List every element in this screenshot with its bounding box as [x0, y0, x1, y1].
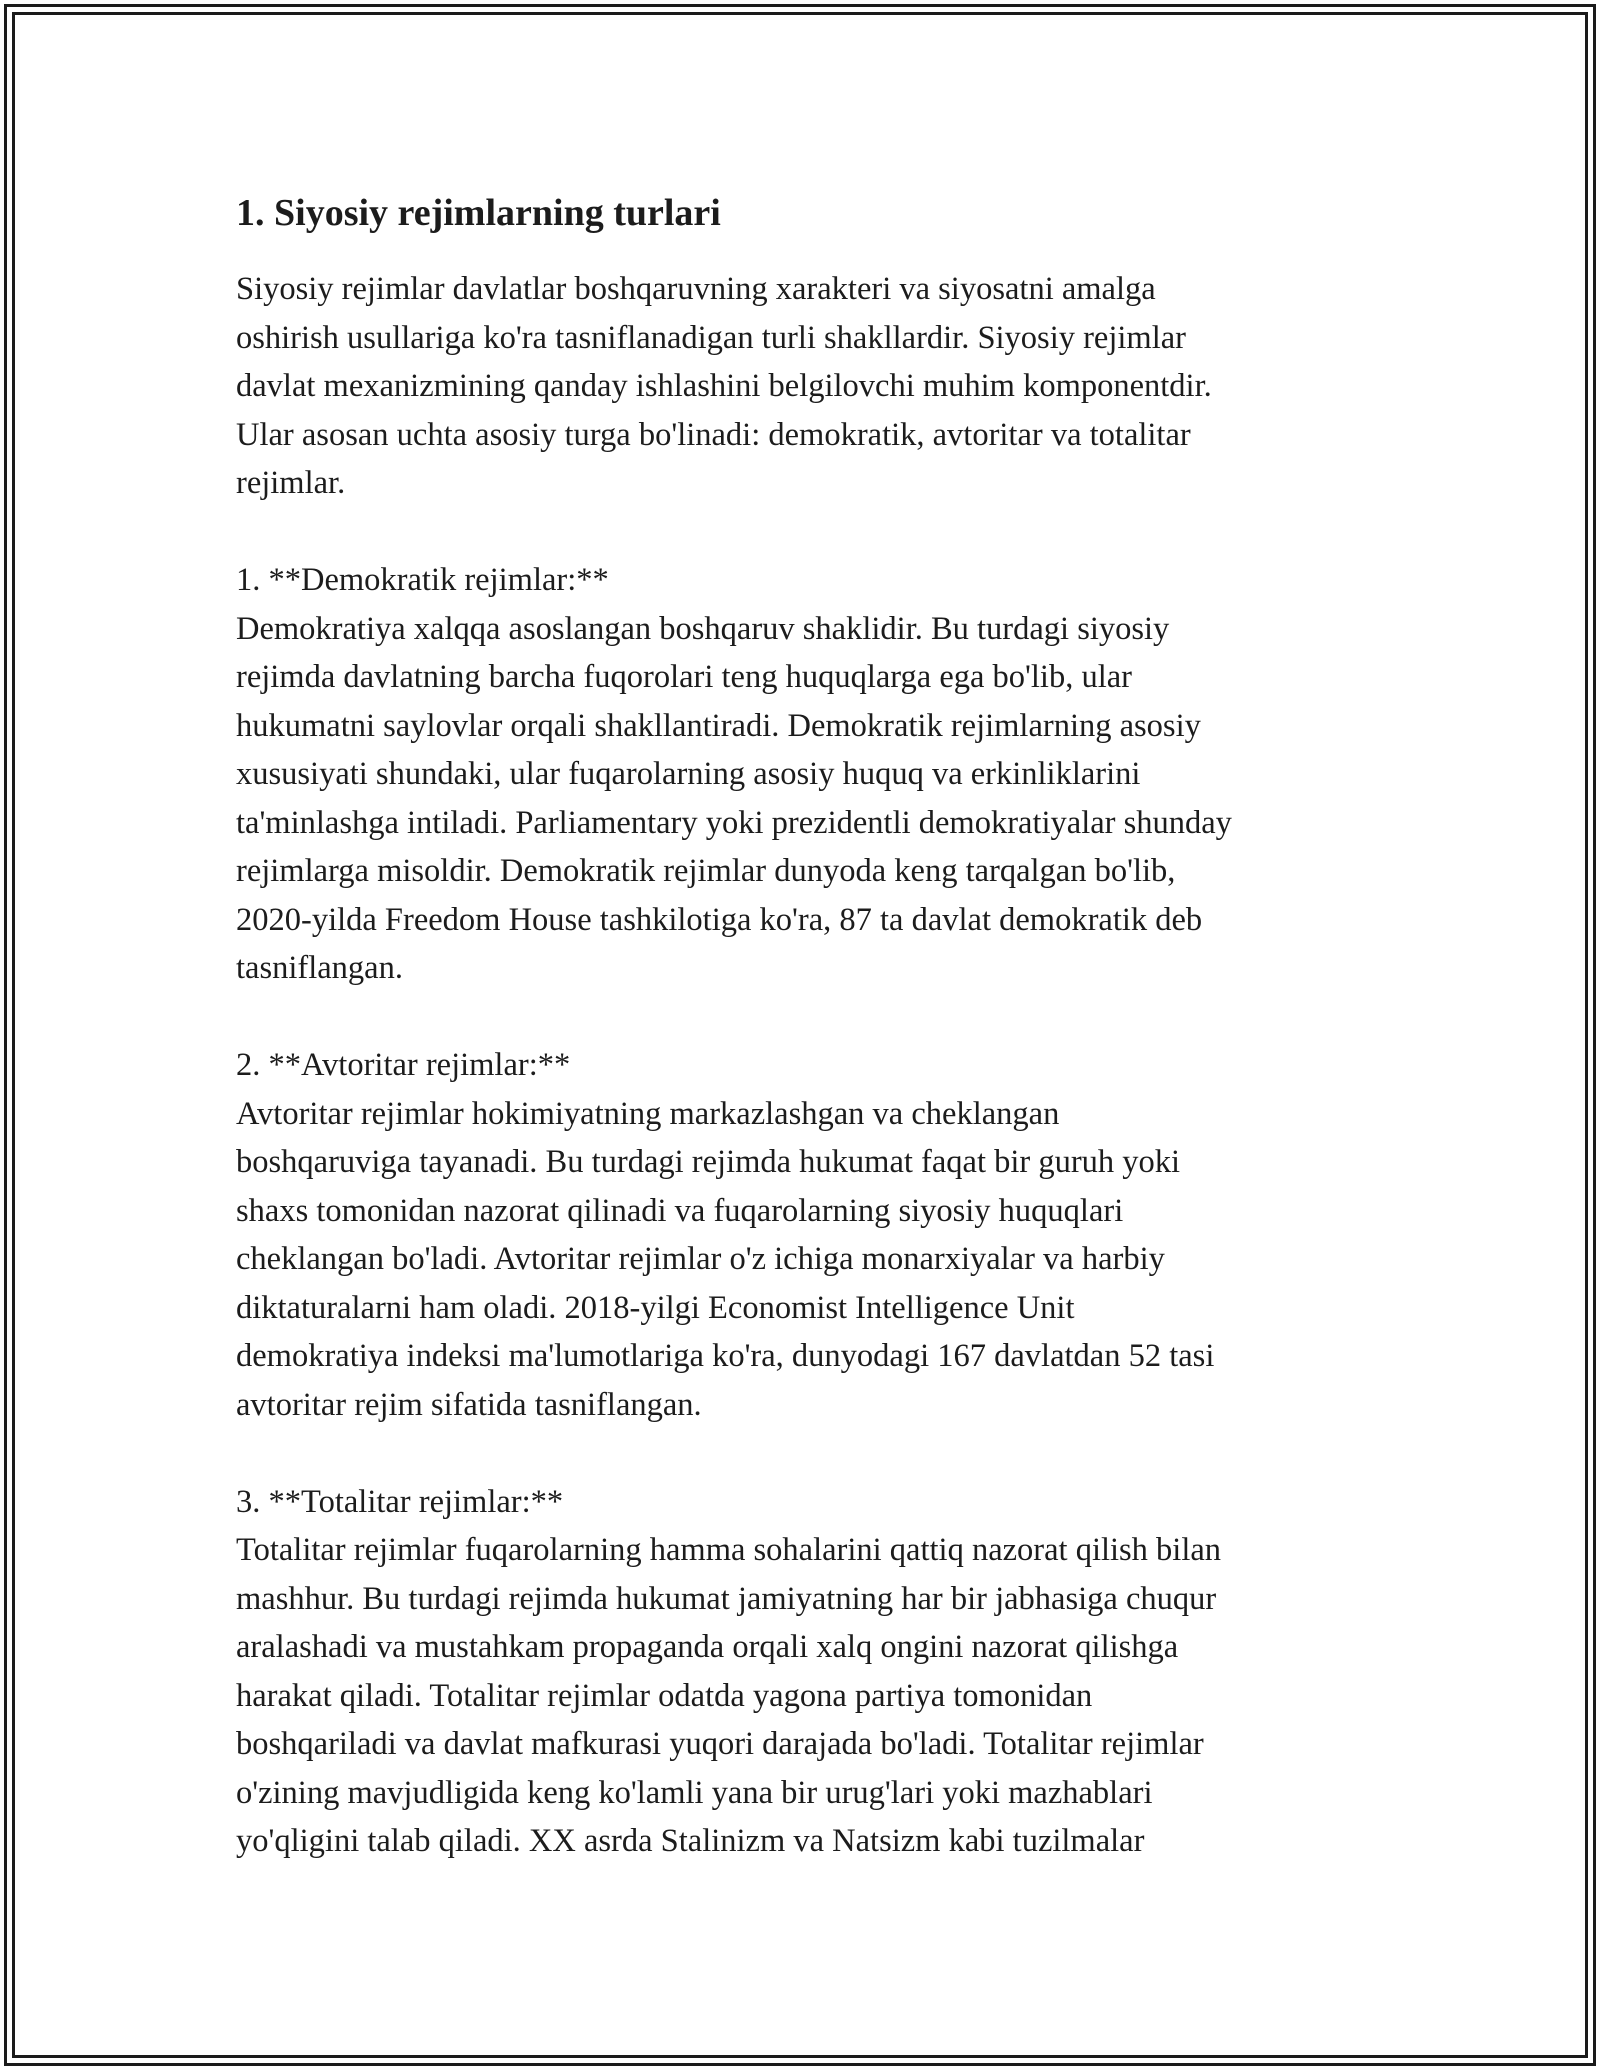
section-line: harakat qiladi. Totalitar rejimlar odatda yagona partiya tomonidan [236, 1677, 1093, 1714]
section-line: tasniflangan. [236, 950, 403, 986]
paragraph-spacer [236, 993, 1396, 1042]
paragraph-spacer [236, 508, 1396, 557]
intro-line: oshirish usullariga ko'ra tasniflanadigan turli shakllardir. Siyosiy rejimlar [236, 319, 1186, 356]
section-line: hukumatni saylovlar orqali shakllantiradi. Demokratik rejimlarning asosiy [236, 707, 1201, 744]
section-totalitarian [236, 1478, 1396, 1866]
section-line: mashhur. Bu turdagi rejimda hukumat jamiyatning har bir jabhasiga chuqur [236, 1580, 1217, 1617]
section-heading: 2. **Avtoritar rejimlar:** [236, 1047, 571, 1083]
section-line: rejimlarga misoldir. Demokratik rejimlar dunyoda keng tarqalgan bo'lib, [236, 853, 1176, 889]
section-heading: 3. **Totalitar rejimlar:** [236, 1483, 564, 1520]
section-line: xususiyati shundaki, ular fuqarolarning asosiy huquq va erkinliklarini [236, 756, 1141, 792]
section-line: avtoritar rejim sifatida tasniflangan. [236, 1386, 702, 1423]
section-line: yo'qligini talab qiladi. XX asrda Stalinizm va Natsizm kabi tuzilmalar [236, 1823, 1145, 1859]
section-line: demokratiya indeksi ma'lumotlariga ko'ra, dunyodagi 167 davlatdan 52 tasi [236, 1338, 1215, 1374]
section-line: ta'minlashga intiladi. Parliamentary yoki prezidentli demokratiyalar shunday [236, 804, 1232, 841]
intro-paragraph [236, 265, 1396, 508]
section-line: Avtoritar rejimlar hokimiyatning markazlashgan va cheklangan [236, 1095, 1060, 1132]
paragraph-spacer [236, 1429, 1396, 1478]
section-heading: 1. **Demokratik rejimlar:** [236, 562, 609, 598]
section-paragraph [236, 605, 1396, 993]
section-line: rejimda davlatning barcha fuqorolari teng huquqlarga ega bo'lib, ular [236, 659, 1132, 695]
section-line: boshqaruviga tayanadi. Bu turdagi rejimda hukumat faqat bir guruh yoki [236, 1144, 1181, 1180]
section-democratic [236, 556, 1396, 993]
document-body [236, 185, 1396, 1866]
page-title: 1. Siyosiy rejimlarning turlari [236, 192, 721, 234]
section-paragraph [236, 1526, 1396, 1866]
section-line: o'zining mavjudligida keng ko'lamli yana bir urug'lari yoki mazhablari [236, 1774, 1153, 1811]
section-paragraph [236, 1090, 1396, 1430]
section-line: diktaturalarni ham oladi. 2018-yilgi Economist Intelligence Unit [236, 1289, 1075, 1326]
section-line: cheklangan bo'ladi. Avtoritar rejimlar o'z ichiga monarxiyalar va harbiy [236, 1241, 1165, 1277]
section-line: 2020-yilda Freedom House tashkilotiga ko'ra, 87 ta davlat demokratik deb [236, 901, 1203, 938]
intro-line: Siyosiy rejimlar davlatlar boshqaruvning xarakteri va siyosatni amalga [236, 271, 1156, 307]
section-line: boshqariladi va davlat mafkurasi yuqori darajada bo'ladi. Totalitar rejimlar [236, 1726, 1204, 1762]
intro-line: davlat mexanizmining qanday ishlashini belgilovchi muhim komponentdir. [236, 368, 1212, 404]
section-authoritarian [236, 1041, 1396, 1429]
section-line: Demokratiya xalqqa asoslangan boshqaruv shaklidir. Bu turdagi siyosiy [236, 610, 1170, 647]
intro-line: rejimlar. [236, 465, 346, 501]
section-line: Totalitar rejimlar fuqarolarning hamma sohalarini qattiq nazorat qilish bilan [236, 1532, 1222, 1568]
section-line: aralashadi va mustahkam propaganda orqali xalq ongini nazorat qilishga [236, 1629, 1179, 1665]
section-line: shaxs tomonidan nazorat qilinadi va fuqarolarning siyosiy huquqlari [236, 1192, 1124, 1229]
intro-line: Ular asosan uchta asosiy turga bo'linadi: demokratik, avtoritar va totalitar [236, 416, 1191, 453]
